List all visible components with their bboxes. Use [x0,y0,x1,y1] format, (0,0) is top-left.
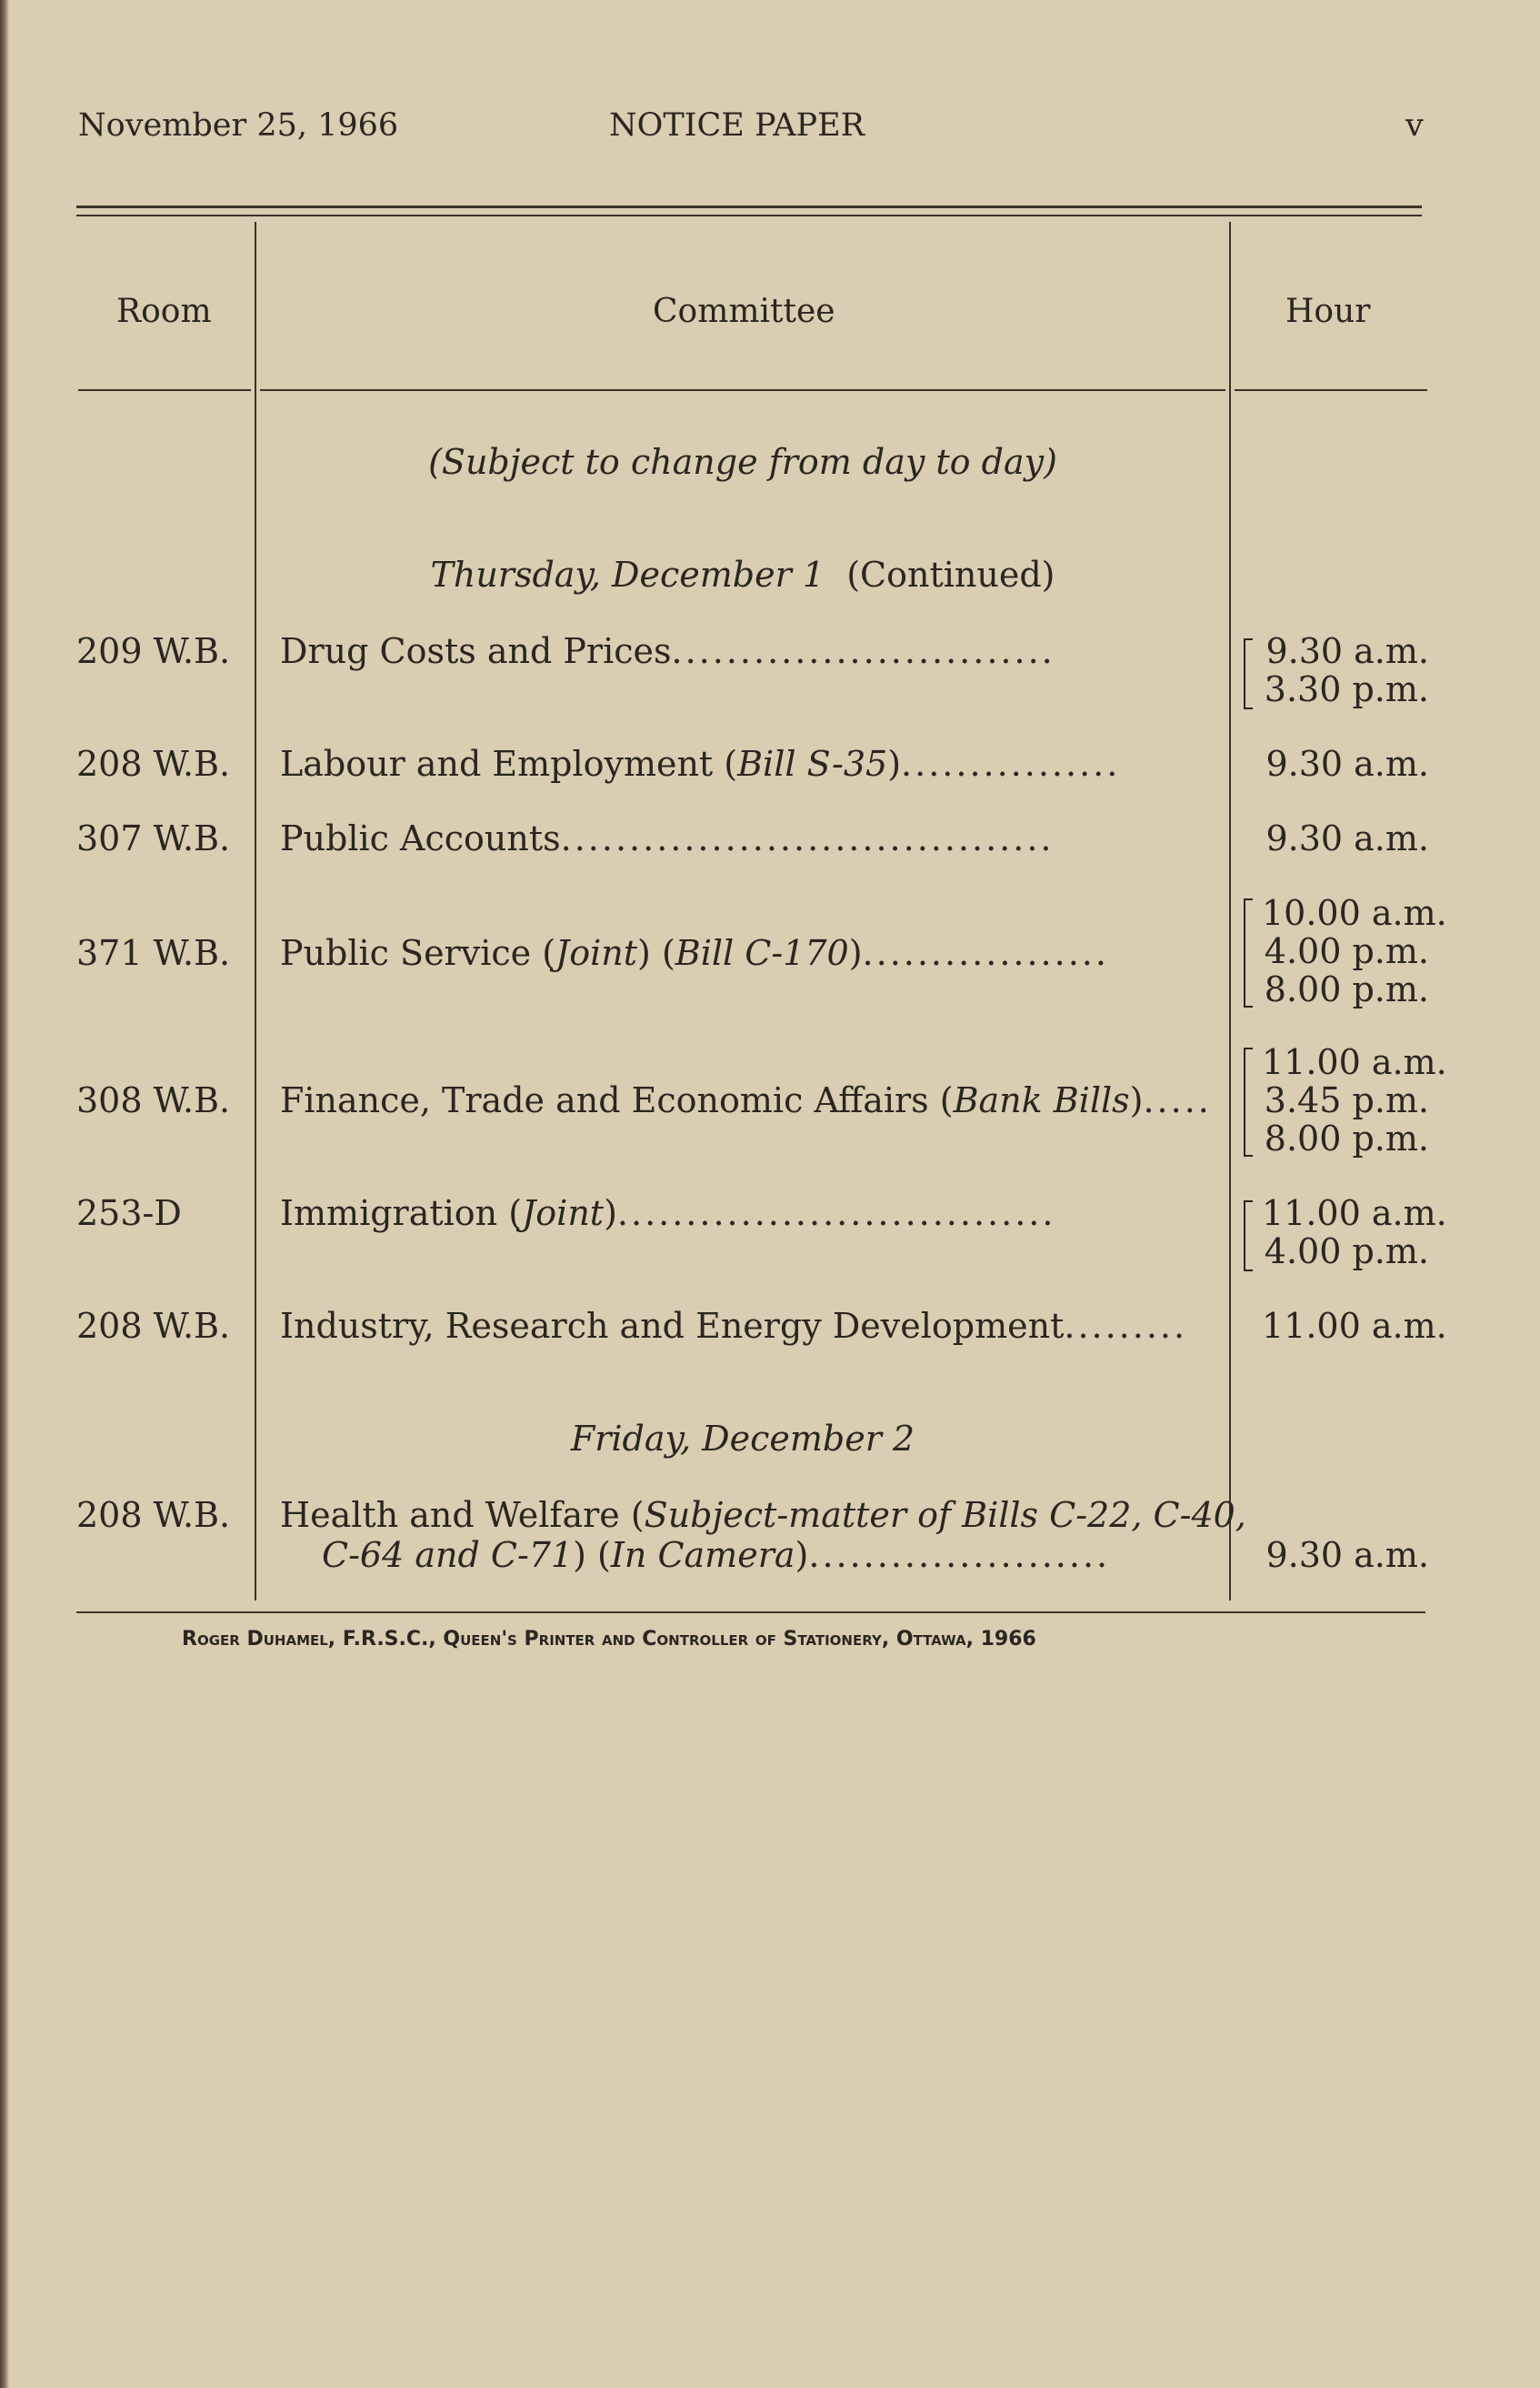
column-divider-right [1229,222,1231,1600]
room-number: 208 W.B. [76,1306,231,1346]
printer-imprint: Roger Duhamel, F.R.S.C., Queen's Printer and Controller of Stationery, Ottawa, 1966 [182,1628,1036,1651]
meeting-hour: 8.00 p.m. [1264,1119,1429,1159]
top-rule [76,206,1422,208]
meeting-hour: 11.00 a.m. [1262,1306,1447,1346]
meeting-hour: 4.00 p.m. [1264,931,1429,971]
day-heading-thursday: Thursday, December 1 (Continued) [430,555,1055,595]
header-date: November 25, 1966 [78,107,399,144]
meeting-hour: 11.00 a.m. [1262,1193,1447,1233]
committee-name: Labour and Employment (Bill S-35)................ [280,744,1121,784]
room-number: 208 W.B. [76,744,231,784]
room-number: 208 W.B. [76,1495,231,1535]
brace-mark [1244,638,1258,709]
committee-name: Industry, Research and Energy Development......... [280,1306,1188,1346]
committee-name: Drug Costs and Prices............................ [280,631,1055,671]
room-number: 307 W.B. [76,818,231,858]
day-heading-friday: Friday, December 2 [570,1419,915,1459]
column-head-hour: Hour [1285,293,1371,330]
committee-name: Public Accounts.................................... [280,818,1055,858]
room-number: 371 W.B. [76,933,231,973]
column-head-room: Room [116,293,212,330]
meeting-hour: 11.00 a.m. [1262,1042,1447,1082]
meeting-hour: 9.30 a.m. [1265,631,1429,671]
brace-mark [1244,1048,1258,1157]
room-number: 209 W.B. [76,631,231,671]
room-head-rule [78,389,251,391]
meeting-hour: 4.00 p.m. [1264,1231,1429,1271]
column-head-committee: Committee [653,293,835,330]
meeting-hour: 3.30 p.m. [1264,669,1429,709]
hour-head-rule [1235,389,1427,391]
brace-mark [1244,898,1258,1008]
room-number: 253-D [76,1193,182,1233]
meeting-hour: 10.00 a.m. [1262,893,1447,933]
committee-name: Immigration (Joint)................................ [280,1193,1056,1233]
page-binding-shadow [0,0,9,2388]
schedule-note: (Subject to change from day to day) [428,442,1057,482]
column-divider-left [255,222,256,1600]
committee-name: Finance, Trade and Economic Affairs (Bank Bills)..... [280,1080,1212,1120]
committee-name: Public Service (Joint) (Bill C-170).................. [280,933,1109,973]
meeting-hour: 9.30 a.m. [1265,818,1429,858]
page-number: v [1405,107,1424,144]
committee-name-continued: C-64 and C-71) (In Camera)...................... [322,1535,1111,1575]
meeting-hour: 3.45 p.m. [1264,1080,1429,1120]
room-number: 308 W.B. [76,1080,231,1120]
meeting-hour: 9.30 a.m. [1265,744,1429,784]
brace-mark [1244,1200,1258,1271]
bottom-rule [76,1611,1425,1613]
committee-name: Health and Welfare (Subject-matter of Bills C-22, C-40, [280,1495,1246,1535]
meeting-hour: 8.00 p.m. [1264,969,1429,1009]
top-rule-thin [76,215,1422,216]
committee-head-rule [260,389,1225,391]
header-title: NOTICE PAPER [609,107,865,144]
meeting-hour: 9.30 a.m. [1265,1535,1429,1575]
